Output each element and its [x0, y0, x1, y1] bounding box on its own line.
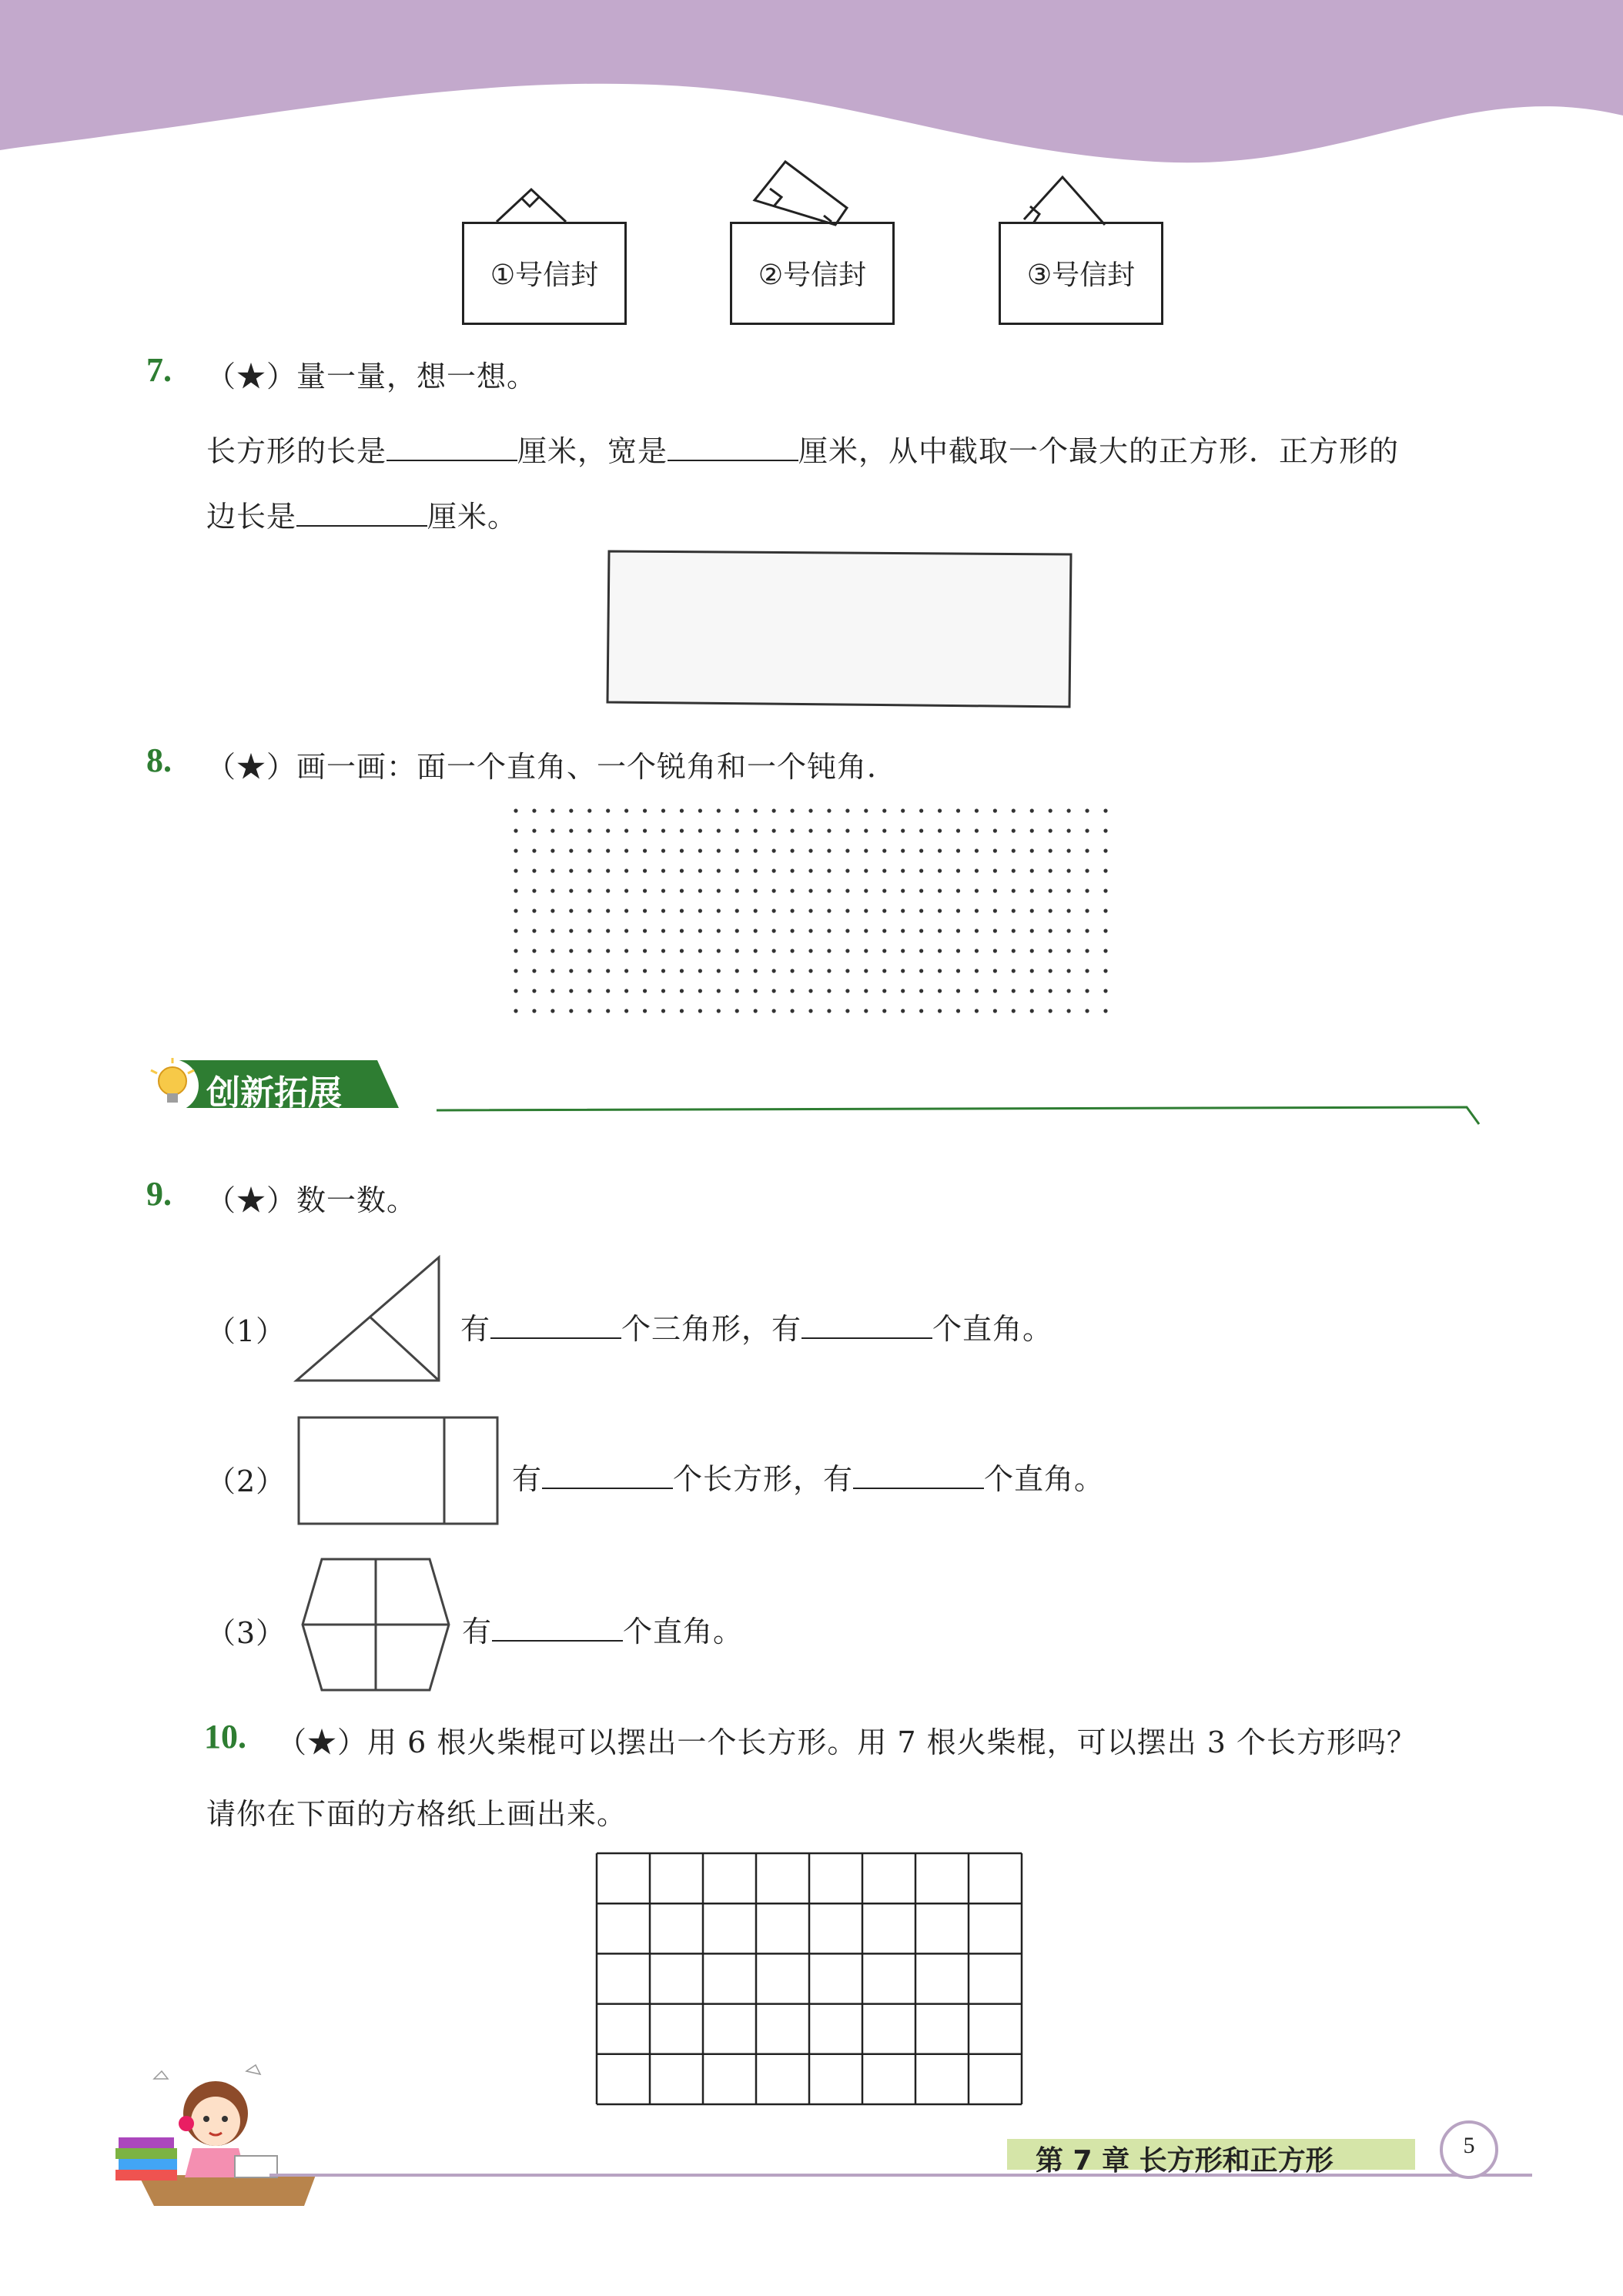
q9-item3-c: 个直角。	[623, 1615, 744, 1648]
q9-item1-triangle-figure	[293, 1253, 447, 1384]
side-length-blank[interactable]	[296, 502, 427, 527]
dot-grid-paper[interactable]	[508, 805, 1113, 1017]
envelope-2	[730, 222, 895, 325]
envelope-3-card-icon	[1016, 169, 1109, 227]
q9-item3-text	[462, 1608, 743, 1650]
envelope-1-card-icon	[493, 185, 577, 223]
q9-item2-index: （2）	[206, 1464, 286, 1498]
q8-number: 8.	[146, 741, 172, 779]
girl-reading-illustration	[108, 2048, 323, 2217]
q9-item2-rectangle-count-blank[interactable]	[542, 1464, 673, 1489]
q9-item3-index: （3）	[206, 1616, 286, 1650]
envelope-2-card-icon	[747, 154, 855, 231]
footer-chapter-label: 第 7 章 长方形和正方形	[1036, 2145, 1334, 2177]
q9-item1-index: （1）	[206, 1314, 286, 1348]
q9-item2-rectangle-figure	[296, 1415, 500, 1527]
q9-title: （★）数一数。	[206, 1183, 417, 1217]
q7-title: （★）量一量，想一想。	[206, 360, 537, 393]
envelope-3-label: ③号信封	[1026, 259, 1136, 291]
q9-item1-text	[460, 1305, 1052, 1347]
q7-line1	[206, 427, 1399, 470]
q9-item2-text	[512, 1455, 1104, 1498]
q7-line2-b: 厘米。	[427, 500, 518, 534]
q9-number: 9.	[146, 1175, 172, 1213]
q7-number: 7.	[146, 351, 172, 389]
q9-item1-c: 个直角。	[932, 1312, 1053, 1346]
q9-item1-a: 有	[460, 1312, 491, 1346]
q7-rectangle	[604, 548, 1074, 711]
q9-item3-a: 有	[462, 1615, 493, 1648]
section-divider-line	[435, 1101, 1482, 1132]
page-number: 5	[1463, 2133, 1475, 2158]
width-blank[interactable]	[668, 437, 798, 461]
q9-item2-b: 个长方形，有	[673, 1462, 854, 1496]
q9-item1-triangle-count-blank[interactable]	[490, 1314, 621, 1339]
q7-line2-a: 边长是	[206, 500, 297, 534]
q9-item1-right-angle-blank[interactable]	[801, 1314, 932, 1339]
q9-item3-right-angle-blank[interactable]	[492, 1617, 623, 1642]
q10-line2: 请你在下面的方格纸上画出来。	[206, 1797, 627, 1831]
square-grid-paper[interactable]	[595, 1852, 1023, 2106]
q9-item3-hexagon-figure	[299, 1555, 453, 1694]
envelope-1-label: ①号信封	[490, 259, 599, 291]
lightbulb-icon	[146, 1056, 200, 1115]
section-banner-label: 创新拓展	[206, 1073, 342, 1113]
envelope-3	[999, 222, 1163, 325]
q9-item2-c: 个直角。	[984, 1462, 1105, 1496]
q7-line1-a: 长方形的长是	[206, 434, 387, 468]
q10-number: 10.	[204, 1718, 246, 1755]
q9-item2-right-angle-blank[interactable]	[853, 1464, 984, 1489]
length-blank[interactable]	[387, 437, 517, 461]
q7-line1-c: 厘米，从中截取一个最大的正方形．正方形的	[798, 434, 1400, 468]
envelope-1	[462, 222, 627, 325]
q7-line1-b: 厘米，宽是	[517, 434, 668, 468]
q7-line2	[206, 493, 517, 535]
q10-line1: （★）用 6 根火柴棍可以摆出一个长方形。用 7 根火柴棍，可以摆出 3 个长方形吗？	[277, 1725, 1417, 1759]
header-wave	[0, 0, 1623, 177]
q8-title: （★）画一画：面一个直角、一个锐角和一个钝角．	[206, 750, 898, 784]
q9-item1-b: 个三角形，有	[621, 1312, 802, 1346]
q9-item2-a: 有	[512, 1462, 543, 1496]
footer-line	[269, 2171, 1532, 2179]
envelope-2-label: ②号信封	[758, 259, 867, 291]
